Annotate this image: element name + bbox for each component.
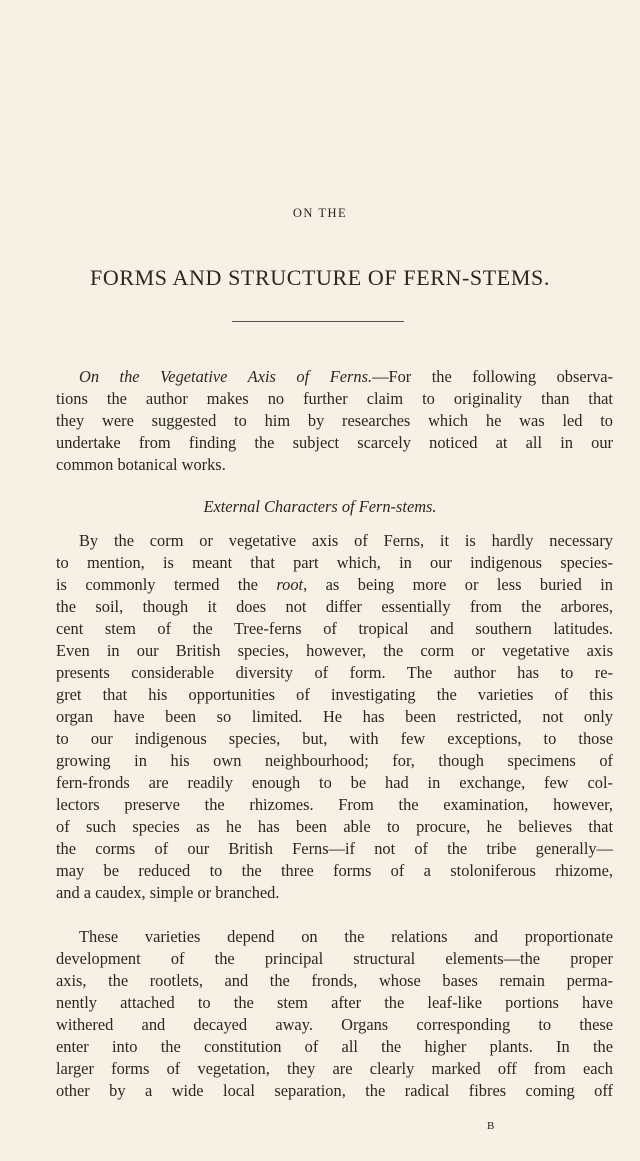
body-line: and a caudex, simple or branched. <box>56 883 280 902</box>
signature-mark: B <box>487 1120 495 1132</box>
body-line: withered and decayed away. Organs corresponding to these <box>56 1015 613 1034</box>
intro-italic-lead: On the Vegetative Axis of Ferns. <box>79 367 373 386</box>
body-line: presents considerable diversity of form. The author has to re- <box>56 663 613 682</box>
body-line: lectors preserve the rhizomes. From the examination, however, <box>56 795 613 814</box>
body-line: nently attached to the stem after the leaf-like portions have <box>56 993 613 1012</box>
body-line: the soil, though it does not differ essentially from the arbores, <box>56 597 613 616</box>
page-title: FORMS AND STRUCTURE OF FERN-STEMS. <box>90 264 550 290</box>
intro-line: common botanical works. <box>56 455 226 474</box>
body-line: axis, the rootlets, and the fronds, whose bases remain perma- <box>56 971 613 990</box>
body-line: to our indigenous species, but, with few exceptions, to those <box>56 729 613 748</box>
body-line: of such species as he has been able to procure, he believes that <box>56 817 613 836</box>
body-line: other by a wide local separation, the radical fibres coming off <box>56 1081 613 1100</box>
intro-line: undertake from finding the subject scarcely noticed at all in our <box>56 433 613 452</box>
body-line: larger forms of vegetation, they are clearly marked off from each <box>56 1059 613 1078</box>
pretitle: ON THE <box>292 206 348 220</box>
section-heading: External Characters of Fern-stems. <box>203 497 437 516</box>
body-line: development of the principal structural elements—the proper <box>56 949 613 968</box>
body-line: Even in our British species, however, the corm or vegetative axis <box>56 641 613 660</box>
body-line: cent stem of the Tree-ferns of tropical and southern latitudes. <box>56 619 613 638</box>
intro-line: On the Vegetative Axis of Ferns.—For the following observa- <box>79 367 613 386</box>
body-line: fern-fronds are readily enough to be had in exchange, few col- <box>56 773 613 792</box>
italic-root: root <box>276 575 304 594</box>
title-rule <box>232 321 404 322</box>
body-line: These varieties depend on the relations and proportionate <box>79 927 613 946</box>
body-line: may be reduced to the three forms of a stoloniferous rhizome, <box>56 861 613 880</box>
body-line: By the corm or vegetative axis of Ferns, it is hardly necessary <box>79 531 613 550</box>
body-line: gret that his opportunities of investigating the varieties of this <box>56 685 613 704</box>
intro-line: tions the author makes no further claim to originality than that <box>56 389 613 408</box>
intro-paragraph <box>56 366 613 476</box>
body-line: to mention, is meant that part which, in our indigenous species- <box>56 553 613 572</box>
body-line: growing in his own neighbourhood; for, though specimens of <box>56 751 613 770</box>
body-line: is commonly termed the root, as being more or less buried in <box>56 575 613 594</box>
body-paragraph-2 <box>56 926 613 1102</box>
body-line: organ have been so limited. He has been restricted, not only <box>56 707 613 726</box>
body-line: the corms of our British Ferns—if not of the tribe generally— <box>56 839 613 858</box>
body-paragraph-1 <box>56 530 613 904</box>
body-line: enter into the constitution of all the higher plants. In the <box>56 1037 613 1056</box>
intro-line: they were suggested to him by researches which he was led to <box>56 411 613 430</box>
